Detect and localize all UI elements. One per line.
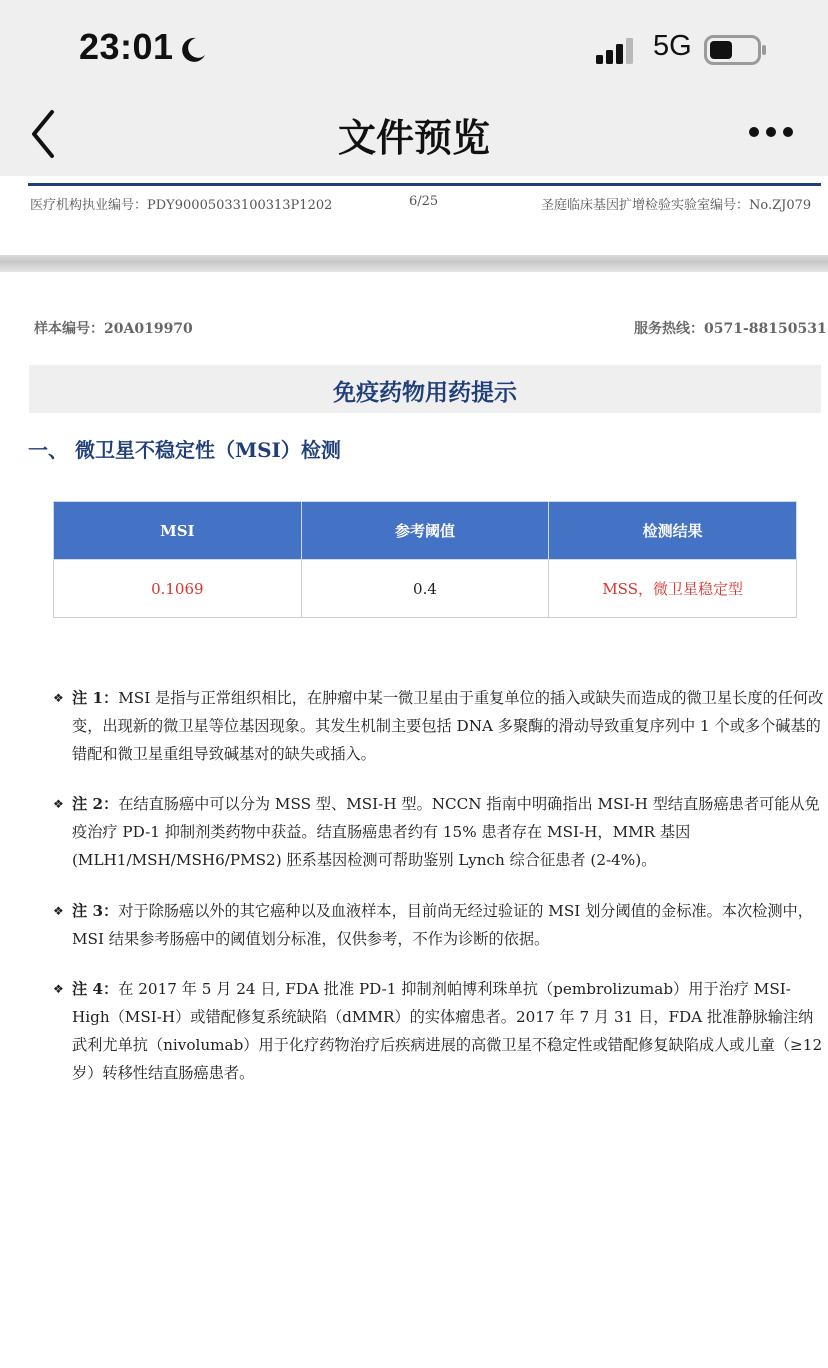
reference-threshold: 0.4 bbox=[301, 560, 549, 618]
diamond-bullet-icon: ❖ bbox=[53, 982, 64, 996]
table-header: 检测结果 bbox=[549, 502, 797, 560]
doc-header-rule bbox=[28, 183, 821, 186]
institution-license: 医疗机构执业编号：PDY90005033100313P1202 bbox=[30, 198, 333, 213]
page-separator bbox=[0, 255, 828, 272]
note-label: 注 3： bbox=[72, 902, 119, 920]
table-header: 参考阈值 bbox=[301, 502, 549, 560]
table-row bbox=[54, 560, 797, 618]
note-item bbox=[53, 897, 825, 953]
msi-value: 0.1069 bbox=[54, 560, 302, 618]
note-item bbox=[53, 975, 825, 1087]
diamond-bullet-icon: ❖ bbox=[53, 797, 64, 811]
status-time: 23:01 bbox=[79, 26, 174, 67]
report-title: 免疫药物用药提示 bbox=[333, 379, 517, 406]
diamond-bullet-icon: ❖ bbox=[53, 691, 64, 705]
network-type: 5G bbox=[653, 30, 692, 62]
page-indicator: 6/25 bbox=[409, 194, 439, 209]
msi-table bbox=[53, 501, 797, 618]
detection-result: MSS，微卫星稳定型 bbox=[549, 560, 797, 618]
section-heading: 一、 微卫星不稳定性（MSI）检测 bbox=[28, 438, 341, 462]
note-label: 注 1： bbox=[72, 689, 119, 707]
note-text: MSI 是指与正常组织相比，在肿瘤中某一微卫星由于重复单位的插入或缺失而造成的微卫星长度的任何改变，出现新的微卫星等位基因现象。其发生机制主要包括 DNA 多聚酶的滑动导致重复序列中 1 个或多个碱基的错配和微卫星重组导致碱基对的缺失或插入。 bbox=[72, 689, 824, 763]
report-title-band bbox=[29, 365, 821, 413]
page-title: 文件预览 bbox=[337, 116, 490, 160]
note-item bbox=[53, 790, 825, 874]
note-item bbox=[53, 684, 825, 768]
note-label: 注 4： bbox=[72, 980, 119, 998]
note-text: 在 2017 年 5 月 24 日, FDA 批准 PD-1 抑制剂帕博利珠单抗（pembrolizumab）用于治疗 MSI-High（MSI-H）或错配修复系统缺陷（dMMR）的实体瘤患者。2017 年 7 月 31 日，FDA 批准静脉输注纳武利尤单抗（nivolumab）用于化疗药物治疗后疾病进展的高微卫星不稳定性或错配修复缺陷成人或儿童（≥12 岁）转移性结直肠癌患者。 bbox=[72, 980, 823, 1082]
note-label: 注 2： bbox=[72, 795, 119, 813]
more-options-icon[interactable] bbox=[748, 122, 794, 142]
note-text: 对于除肠癌以外的其它癌种以及血液样本，目前尚无经过验证的 MSI 划分阈值的金标准。本次检测中，MSI 结果参考肠癌中的阈值划分标准，仅供参考，不作为诊断的依据。 bbox=[72, 902, 813, 948]
service-hotline: 服务热线：0571-88150531 bbox=[634, 321, 827, 337]
note-text: 在结直肠癌中可以分为 MSS 型、MSI-H 型。NCCN 指南中明确指出 MSI-H 型结直肠癌患者可能从免疫治疗 PD-1 抑制剂类药物中获益。结直肠癌患者约有 15% 患者存在 MSI-H，MMR 基因(MLH1/MSH/MSH6/PMS2) 胚系基因检测可帮助鉴别 Lynch 综合征患者 (2-4%)。 bbox=[72, 795, 820, 869]
sample-number: 样本编号：20A019970 bbox=[34, 321, 193, 337]
signal-icon bbox=[596, 38, 636, 64]
moon-icon bbox=[178, 35, 208, 65]
table-header-row bbox=[54, 502, 797, 560]
lab-number: 圣庭临床基因扩增检验实验室编号：No.ZJ079 bbox=[541, 198, 812, 213]
battery-icon bbox=[704, 34, 768, 66]
table-header: MSI bbox=[54, 502, 302, 560]
diamond-bullet-icon: ❖ bbox=[53, 904, 64, 918]
